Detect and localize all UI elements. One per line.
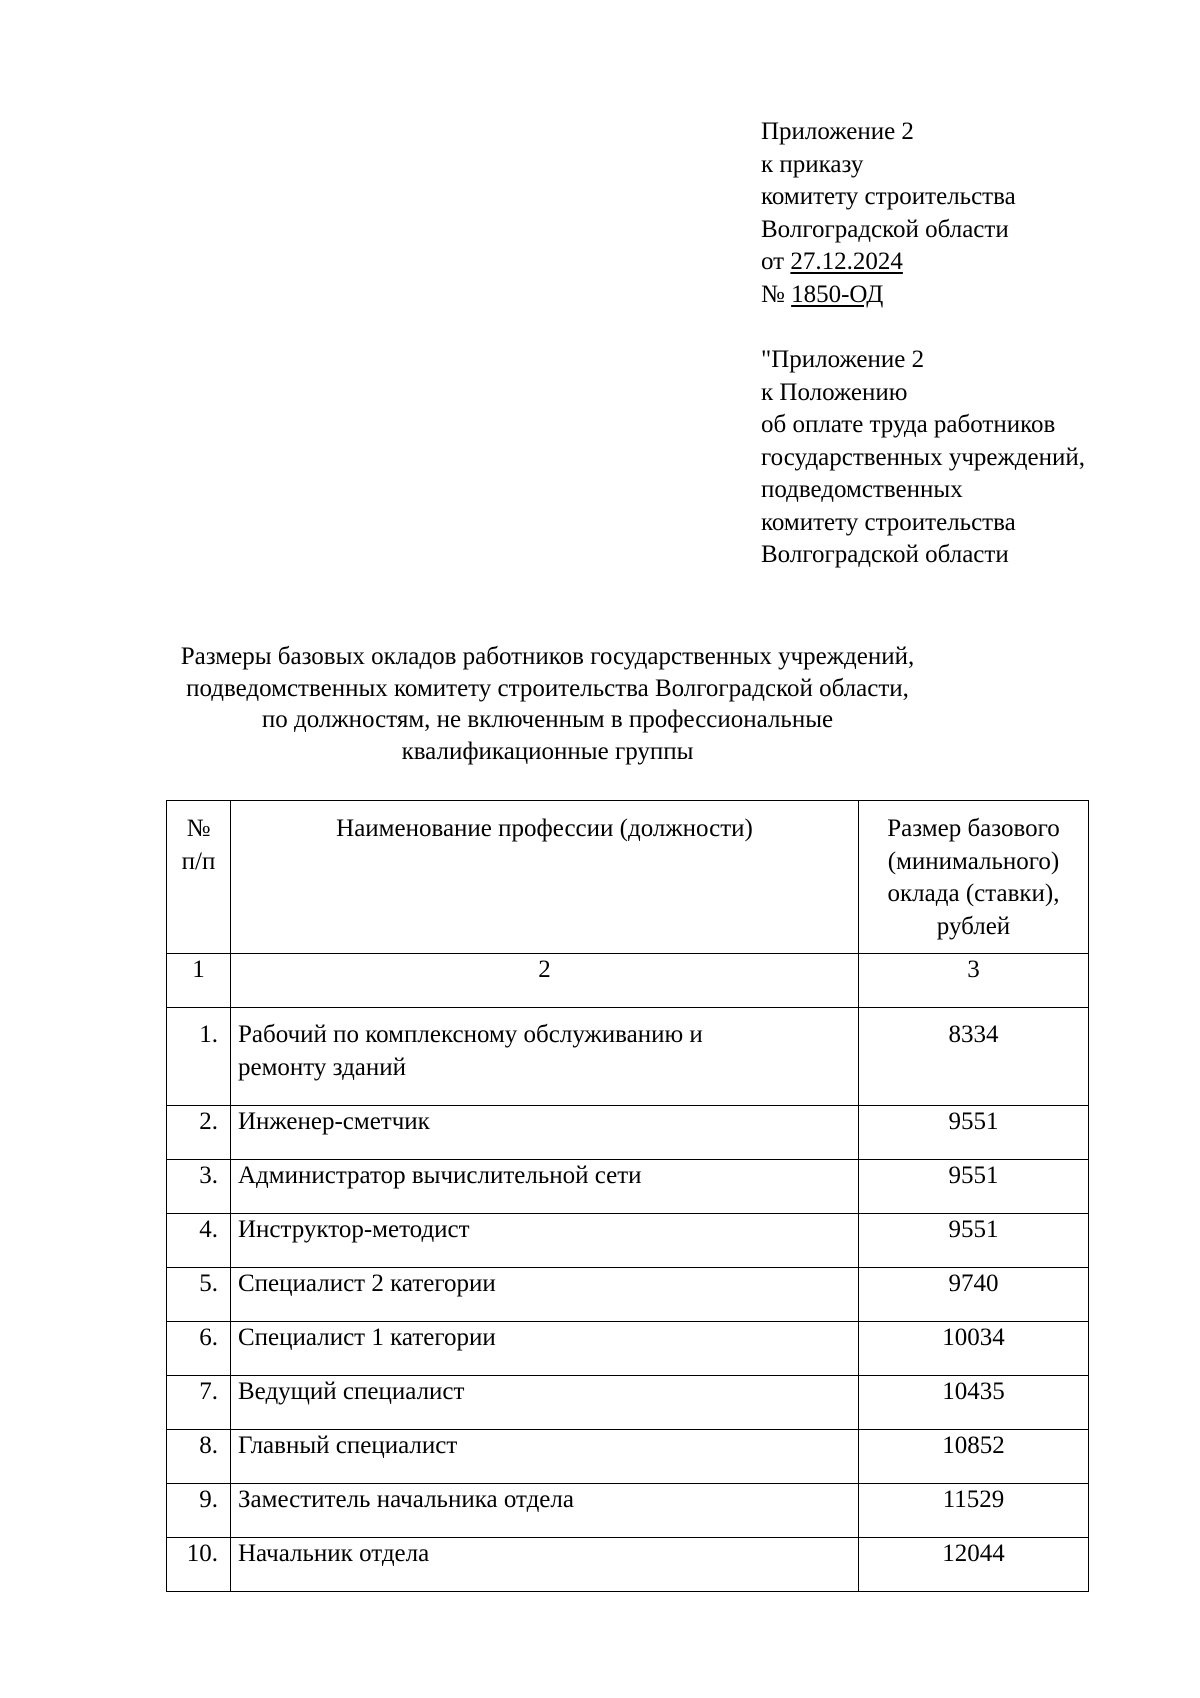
row-position: Инструктор-методист xyxy=(231,1214,859,1268)
table-row xyxy=(167,1268,1089,1322)
appendix-date-line xyxy=(761,246,1181,279)
row-position: Специалист 2 категории xyxy=(231,1268,859,1322)
title-line: квалификационные группы xyxy=(401,737,694,765)
row-position: Администратор вычислительной сети xyxy=(231,1160,859,1214)
header-salary xyxy=(859,801,1089,954)
row-number: 2. xyxy=(167,1106,231,1160)
row-number: 3. xyxy=(167,1160,231,1214)
row-salary: 9551 xyxy=(859,1106,1089,1160)
header-number-sign: № xyxy=(186,815,211,842)
table-row xyxy=(167,1008,1089,1106)
table-row xyxy=(167,1160,1089,1214)
document-title xyxy=(150,641,945,767)
row-salary: 10435 xyxy=(859,1376,1089,1430)
header-number-abbr: п/п xyxy=(181,847,216,875)
title-line: Размеры базовых окладов работников государственных учреждений, xyxy=(180,643,915,670)
row-number: 5. xyxy=(167,1268,231,1322)
column-number: 3 xyxy=(859,954,1089,1008)
appendix-region: Волгоградской области xyxy=(761,215,1009,243)
appendix-title: Приложение 2 xyxy=(761,118,914,145)
table-row xyxy=(167,1214,1089,1268)
row-salary: 12044 xyxy=(859,1538,1089,1592)
salary-table xyxy=(166,800,1089,1592)
table-row xyxy=(167,1106,1089,1160)
row-number: 4. xyxy=(167,1214,231,1268)
spacer xyxy=(761,311,1181,344)
row-number: 1. xyxy=(167,1008,231,1106)
regulation-appendix-title: "Приложение 2 xyxy=(761,346,925,373)
row-salary: 9551 xyxy=(859,1160,1089,1214)
title-line: по должностям, не включенным в профессиональные xyxy=(261,706,834,733)
date-prefix: от xyxy=(761,248,791,275)
row-salary: 9740 xyxy=(859,1268,1089,1322)
table-row xyxy=(167,1430,1089,1484)
regulation-appendix-line: об оплате труда работников xyxy=(761,411,1056,438)
regulation-appendix-line: комитету строительства xyxy=(761,508,1016,536)
row-number: 9. xyxy=(167,1484,231,1538)
header-salary-line: оклада (ставки), xyxy=(887,880,1060,907)
regulation-appendix-line: государственных учреждений, xyxy=(761,443,1085,471)
row-number: 7. xyxy=(167,1376,231,1430)
table-row xyxy=(167,1322,1089,1376)
row-position: Ведущий специалист xyxy=(231,1376,859,1430)
table-header-row xyxy=(167,801,1089,954)
table-row xyxy=(167,1538,1089,1592)
appendix-to-order: к приказу xyxy=(761,150,864,178)
header-salary-line: Размер базового xyxy=(887,815,1060,842)
header-salary-line: рублей xyxy=(936,912,1011,940)
row-position: Начальник отдела xyxy=(231,1538,859,1592)
row-salary: 10034 xyxy=(859,1322,1089,1376)
row-position xyxy=(231,1008,859,1106)
order-appendix-block xyxy=(761,116,1181,572)
row-salary: 9551 xyxy=(859,1214,1089,1268)
row-position: Заместитель начальника отдела xyxy=(231,1484,859,1538)
row-number: 6. xyxy=(167,1322,231,1376)
row-position: Главный специалист xyxy=(231,1430,859,1484)
regulation-appendix-line: к Положению xyxy=(761,378,908,406)
appendix-committee: комитету строительства xyxy=(761,183,1016,210)
title-line: подведомственных комитету строительства Волгоградской области, xyxy=(186,674,909,702)
row-position: Инженер-сметчик xyxy=(231,1106,859,1160)
table-row xyxy=(167,1484,1089,1538)
column-number: 2 xyxy=(231,954,859,1008)
row-position: Специалист 1 категории xyxy=(231,1322,859,1376)
order-date: 27.12.2024 xyxy=(790,248,903,275)
column-number: 1 xyxy=(167,954,231,1008)
row-salary: 8334 xyxy=(859,1008,1089,1106)
row-salary: 11529 xyxy=(859,1484,1089,1538)
regulation-appendix-line: Волгоградской области xyxy=(761,541,1009,568)
appendix-number-line xyxy=(761,279,1181,312)
column-number-row xyxy=(167,954,1089,1008)
row-salary: 10852 xyxy=(859,1430,1089,1484)
row-position-line: ремонту зданий xyxy=(238,1053,407,1081)
header-position-name: Наименование профессии (должности) xyxy=(231,801,859,954)
row-number: 10. xyxy=(167,1538,231,1592)
header-number xyxy=(167,801,231,954)
number-prefix: № xyxy=(761,280,792,308)
row-position-line: Рабочий по комплексному обслуживанию и xyxy=(238,1021,703,1048)
row-number: 8. xyxy=(167,1430,231,1484)
table-row xyxy=(167,1376,1089,1430)
regulation-appendix-line: подведомственных xyxy=(761,476,963,503)
header-salary-line: (минимального) xyxy=(887,847,1060,875)
order-number: 1850-ОД xyxy=(791,280,884,308)
